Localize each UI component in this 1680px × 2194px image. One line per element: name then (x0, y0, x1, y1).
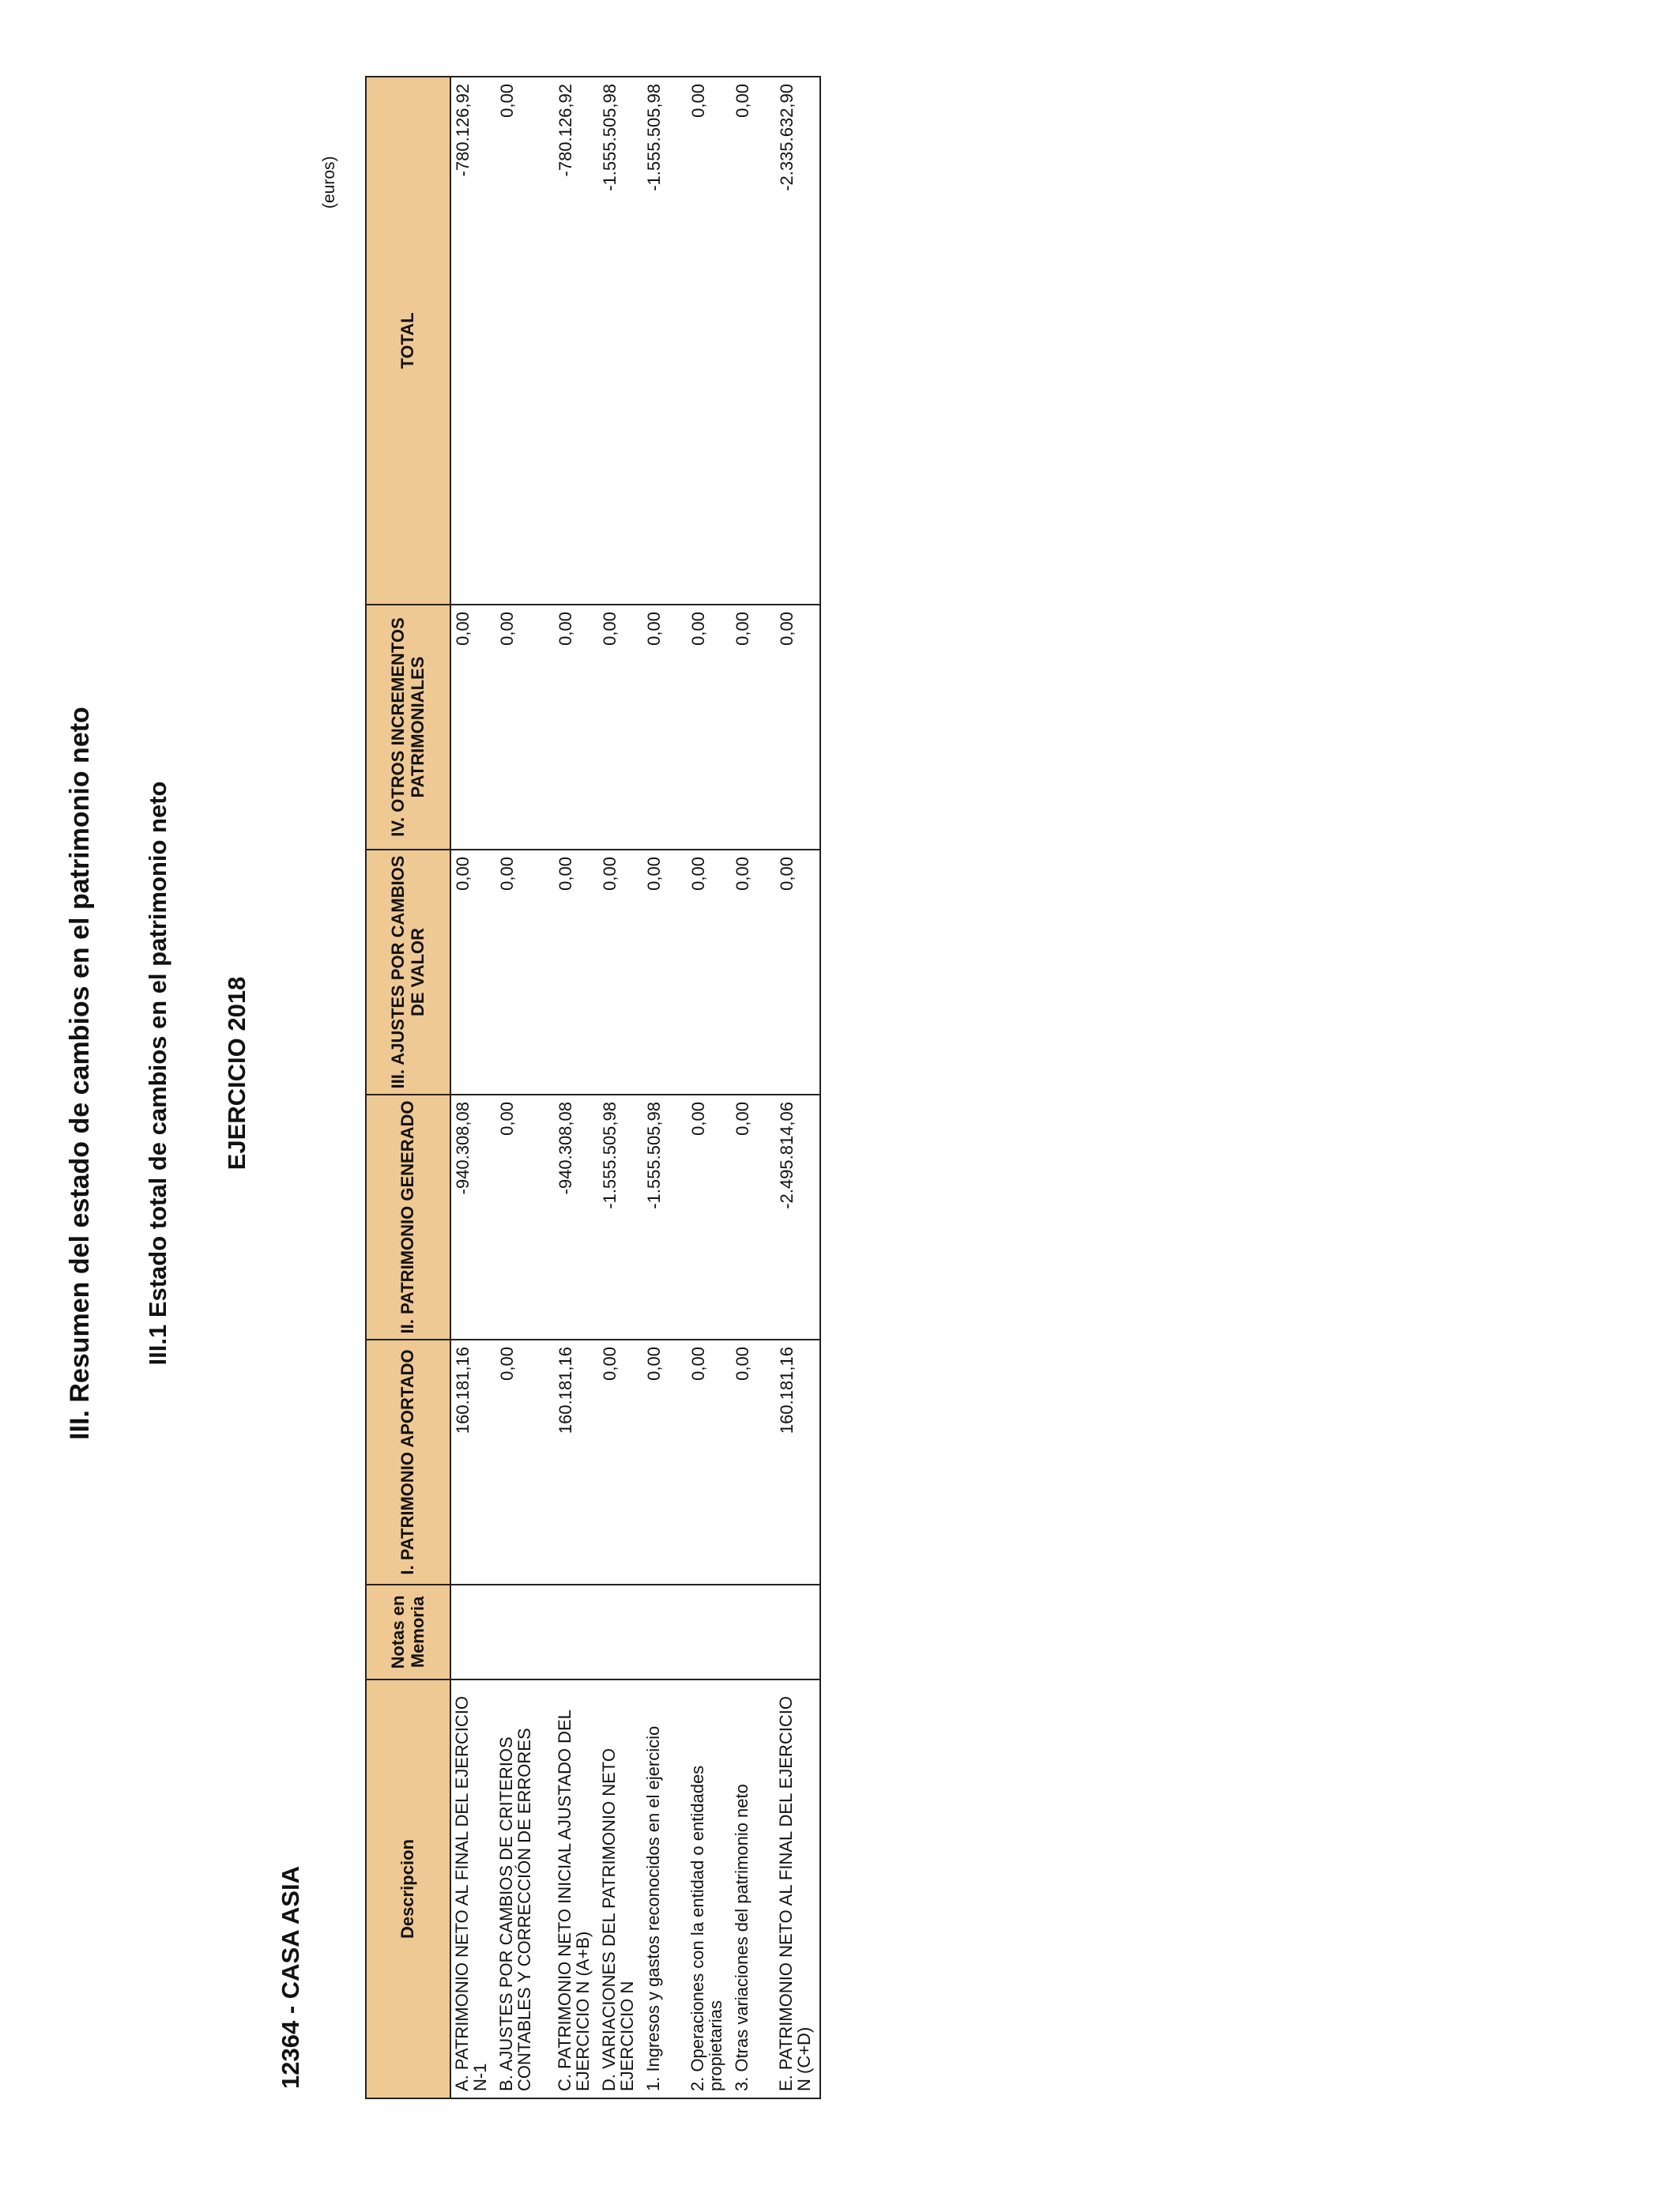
column-header-aportado: I. PATRIMONIO APORTADO (366, 1340, 450, 1585)
row-ajustes: 0,00 (775, 850, 820, 1095)
column-header-notes: Notas en Memoria (366, 1585, 450, 1679)
row-total: 0,00 (687, 77, 731, 605)
column-header-generado: II. PATRIMONIO GENERADO (366, 1095, 450, 1340)
row-ajustes: 0,00 (731, 850, 775, 1095)
row-description: E. PATRIMONIO NETO AL FINAL DEL EJERCICIO N (C+D) (775, 1679, 820, 2098)
report-title: III. Resumen del estado de cambios en el patrimonio neto (65, 707, 95, 1440)
row-otros: 0,00 (687, 605, 731, 850)
row-aportado: 0,00 (495, 1340, 554, 1585)
row-notes (775, 1585, 820, 1679)
row-aportado: 160.181,16 (450, 1340, 495, 1585)
entity-name: 12364 - CASA ASIA (277, 1866, 304, 2089)
row-total: -780.126,92 (554, 77, 598, 605)
table-header-row (366, 77, 450, 2098)
column-header-otros: IV. OTROS INCREMENTOS PATRIMONIALES (366, 605, 450, 850)
row-otros: 0,00 (642, 605, 687, 850)
row-description: 2. Operaciones con la entidad o entidades propietarias (687, 1679, 731, 2098)
row-otros: 0,00 (554, 605, 598, 850)
row-otros: 0,00 (450, 605, 495, 850)
row-total: 0,00 (495, 77, 554, 605)
row-aportado: 0,00 (598, 1340, 642, 1585)
row-aportado: 160.181,16 (554, 1340, 598, 1585)
table-row (775, 77, 820, 2098)
row-notes (642, 1585, 687, 1679)
row-generado: -1.555.505,98 (642, 1095, 687, 1340)
table-row (731, 77, 775, 2098)
row-ajustes: 0,00 (554, 850, 598, 1095)
row-total: -1.555.505,98 (598, 77, 642, 605)
row-otros: 0,00 (495, 605, 554, 850)
row-description: 1. Ingresos y gastos reconocidos en el ejercicio (642, 1679, 687, 2098)
column-header-total: TOTAL (366, 77, 450, 605)
table-row (642, 77, 687, 2098)
row-notes (687, 1585, 731, 1679)
row-generado: -2.495.814,06 (775, 1095, 820, 1340)
row-generado: 0,00 (495, 1095, 554, 1340)
row-description: 3. Otras variaciones del patrimonio neto (731, 1679, 775, 2098)
row-ajustes: 0,00 (598, 850, 642, 1095)
row-description: C. PATRIMONIO NETO INICIAL AJUSTADO DEL EJERCICIO N (A+B) (554, 1679, 598, 2098)
units-label: (euros) (320, 156, 338, 209)
table-row (554, 77, 598, 2098)
row-notes (554, 1585, 598, 1679)
row-total: 0,00 (731, 77, 775, 605)
row-description: A. PATRIMONIO NETO AL FINAL DEL EJERCICIO N-1 (450, 1679, 495, 2098)
row-notes (450, 1585, 495, 1679)
row-description: D. VARIACIONES DEL PATRIMONIO NETO EJERCICIO N (598, 1679, 642, 2098)
row-total: -780.126,92 (450, 77, 495, 605)
row-total: -2.335.632,90 (775, 77, 820, 605)
row-aportado: 0,00 (687, 1340, 731, 1585)
row-ajustes: 0,00 (495, 850, 554, 1095)
row-otros: 0,00 (598, 605, 642, 850)
row-ajustes: 0,00 (450, 850, 495, 1095)
row-aportado: 0,00 (642, 1340, 687, 1585)
row-total: -1.555.505,98 (642, 77, 687, 605)
row-aportado: 0,00 (731, 1340, 775, 1585)
row-notes (731, 1585, 775, 1679)
table-row (687, 77, 731, 2098)
fiscal-year: EJERCICIO 2018 (223, 976, 250, 1171)
column-header-description: Descripcion (366, 1679, 450, 2098)
column-header-ajustes: III. AJUSTES POR CAMBIOS DE VALOR (366, 850, 450, 1095)
row-notes (598, 1585, 642, 1679)
row-ajustes: 0,00 (642, 850, 687, 1095)
row-generado: -940.308,08 (450, 1095, 495, 1340)
table-row (450, 77, 495, 2098)
table-row (598, 77, 642, 2098)
report-subtitle: III.1 Estado total de cambios en el patrimonio neto (144, 781, 171, 1366)
row-generado: -1.555.505,98 (598, 1095, 642, 1340)
row-otros: 0,00 (775, 605, 820, 850)
row-generado: 0,00 (687, 1095, 731, 1340)
row-generado: -940.308,08 (554, 1095, 598, 1340)
row-ajustes: 0,00 (687, 850, 731, 1095)
row-aportado: 160.181,16 (775, 1340, 820, 1585)
row-otros: 0,00 (731, 605, 775, 850)
row-generado: 0,00 (731, 1095, 775, 1340)
row-notes (495, 1585, 554, 1679)
table-row (495, 77, 554, 2098)
row-description: B. AJUSTES POR CAMBIOS DE CRITERIOS CONTABLES Y CORRECCIÓN DE ERRORES (495, 1679, 554, 2098)
equity-changes-table (365, 76, 821, 2099)
